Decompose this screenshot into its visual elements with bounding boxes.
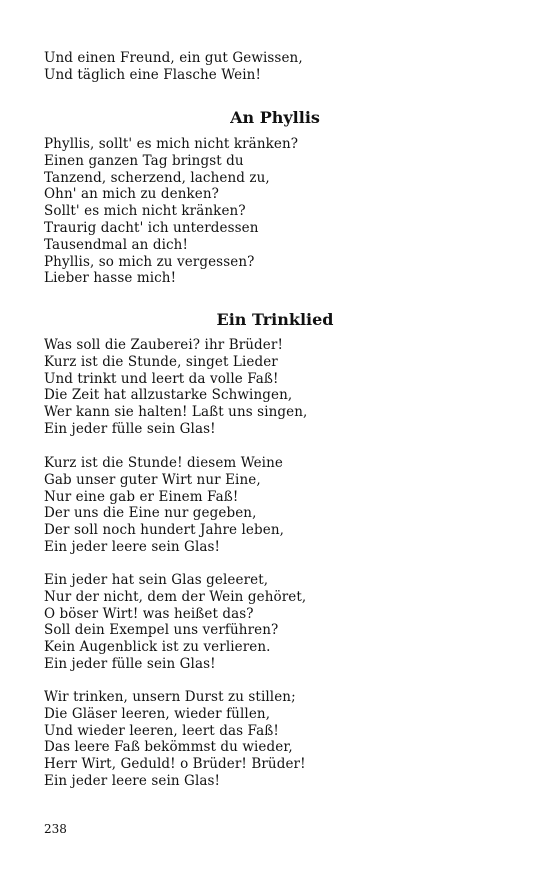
trinklied-stanza-2 [44, 455, 284, 556]
verse-line: Was soll die Zauberei? ihr Brüder! [44, 337, 283, 353]
verse-line: Phyllis, sollt' es mich nicht kränken? [44, 136, 299, 152]
verse-line: Lieber hasse mich! [44, 270, 177, 287]
verse-line: Einen ganzen Tag bringst du [44, 152, 244, 169]
verse-line: Der uns die Eine nur gegeben, [44, 505, 257, 522]
verse-line: Herr Wirt, Geduld! o Brüder! Brüder! [44, 756, 306, 773]
verse-line: Nur der nicht, dem der Wein gehöret, [44, 588, 307, 605]
verse-line: Tanzend, scherzend, lachend zu, [44, 169, 270, 186]
verse-line: Traurig dacht' ich unterdessen [44, 219, 259, 236]
trinklied-stanza-3 [44, 572, 306, 673]
intro-stanza [44, 50, 303, 84]
verse-line: Die Zeit hat allzustarke Schwingen, [44, 387, 293, 404]
verse-line: Ein jeder leere sein Glas! [44, 538, 221, 555]
verse-line: Und einen Freund, ein gut Gewissen, [44, 50, 303, 66]
poem-title-ein-trinklied: Ein Trinklied [216, 310, 334, 329]
verse-line: Wir trinken, unsern Durst zu stillen; [44, 689, 296, 705]
trinklied-stanza-4 [44, 689, 306, 790]
verse-line: Das leere Faß bekömmst du wieder, [44, 739, 293, 756]
verse-line: Ein jeder fülle sein Glas! [44, 420, 216, 437]
verse-line: Kurz ist die Stunde, singet Lieder [44, 353, 278, 370]
verse-line: Ein jeder hat sein Glas geleeret, [44, 572, 269, 588]
verse-line: Kein Augenblick ist zu verlieren. [44, 639, 271, 656]
poem-title-an-phyllis: An Phyllis [230, 108, 320, 127]
verse-line: Die Gläser leeren, wieder füllen, [44, 705, 271, 722]
verse-line: Tausendmal an dich! [44, 236, 188, 253]
verse-line: Der soll noch hundert Jahre leben, [44, 522, 285, 539]
verse-line: Sollt' es mich nicht kränken? [44, 203, 246, 220]
verse-line: Und trinkt und leert da volle Faß! [44, 370, 279, 387]
verse-line: Kurz ist die Stunde! diesem Weine [44, 455, 283, 471]
verse-line: Und täglich eine Flasche Wein! [44, 66, 261, 83]
verse-line: Und wieder leeren, leert das Faß! [44, 722, 279, 739]
an-phyllis-stanza [44, 136, 298, 287]
verse-line: Soll dein Exempel uns verführen? [44, 622, 279, 639]
trinklied-stanza-1 [44, 337, 307, 438]
verse-line: O böser Wirt! was heißet das? [44, 605, 254, 622]
verse-line: Ohn' an mich zu denken? [44, 186, 219, 203]
verse-line: Wer kann sie halten! Laßt uns singen, [44, 404, 308, 421]
verse-line: Nur eine gab er Einem Faß! [44, 488, 239, 505]
verse-line: Ein jeder leere sein Glas! [44, 772, 221, 789]
verse-line: Phyllis, so mich zu vergessen? [44, 253, 255, 270]
page-number: 238 [44, 822, 67, 836]
verse-line: Ein jeder fülle sein Glas! [44, 655, 216, 672]
verse-line: Gab unser guter Wirt nur Eine, [44, 471, 261, 488]
